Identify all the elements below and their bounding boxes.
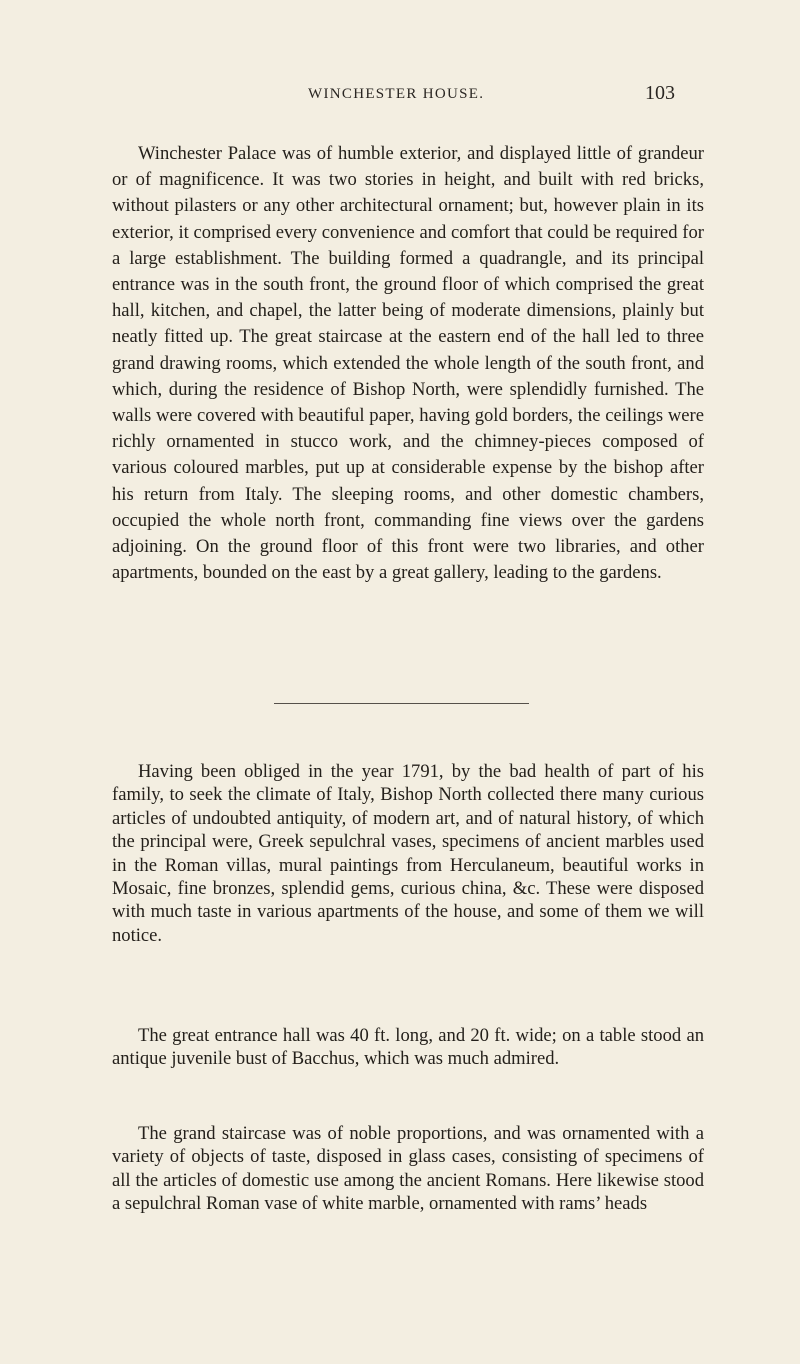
paragraph-winchester-palace: Winchester Palace was of humble exterior, and displayed little of grandeur or of magnificence. It was two stories in height, and built with red bricks, without pilasters or any other architectural ornament; but, however plain in its exterior, it comprised every convenience and comfort that could be required for a large establishment. The building formed a quadrangle, and its principal entrance was in the south front, the ground floor of which comprised the great hall, kitchen, and chapel, the latter being of moderate dimensions, plainly but neatly fitted up. The great staircase at the eastern end of the hall led to three grand drawing rooms, which extended the whole length of the south front, and which, during the residence of Bishop North, were splendidly furnished. The walls were covered with beautiful paper, having gold borders, the ceilings were richly ornamented in stucco work, and the chimney-pieces composed of various coloured marbles, put up at considerable expense by the bishop after his return from Italy. The sleeping rooms, and other domestic chambers, occupied the whole north front, commanding fine views over the gardens adjoining. On the ground floor of this front were two libraries, and other apartments, bounded on the east by a great gallery, leading to the gardens. xyxy=(112,143,704,584)
section-divider-rule xyxy=(274,703,529,704)
paragraph-grand-staircase: The grand staircase was of noble proportions, and was ornamented with a variety of objects of taste, disposed in glass cases, consisting of specimens of all the articles of domestic use among the ancient Romans. Here likewise stood a sepulchral Roman vase of white marble, ornamented with rams’ heads xyxy=(112,1123,704,1215)
page-number: 103 xyxy=(645,82,675,104)
paragraph-bishop-north-italy: Having been obliged in the year 1791, by the bad health of part of his family, to seek the climate of Italy, Bishop North collected there many curious articles of undoubted antiquity, of modern art, and of natural history, of which the principal were, Greek sepulchral vases, specimens of ancient marbles used in the Roman villas, mural paintings from Herculaneum, beautiful works in Mosaic, fine bronzes, splendid gems, curious china, &c. These were disposed with much taste in various apartments of the house, and some of them we will notice. xyxy=(112,761,704,946)
paragraph-entrance-hall: The great entrance hall was 40 ft. long, and 20 ft. wide; on a table stood an antique juvenile bust of Bacchus, which was much admired. xyxy=(112,1025,704,1070)
running-head-title: WINCHESTER HOUSE. xyxy=(308,86,485,102)
